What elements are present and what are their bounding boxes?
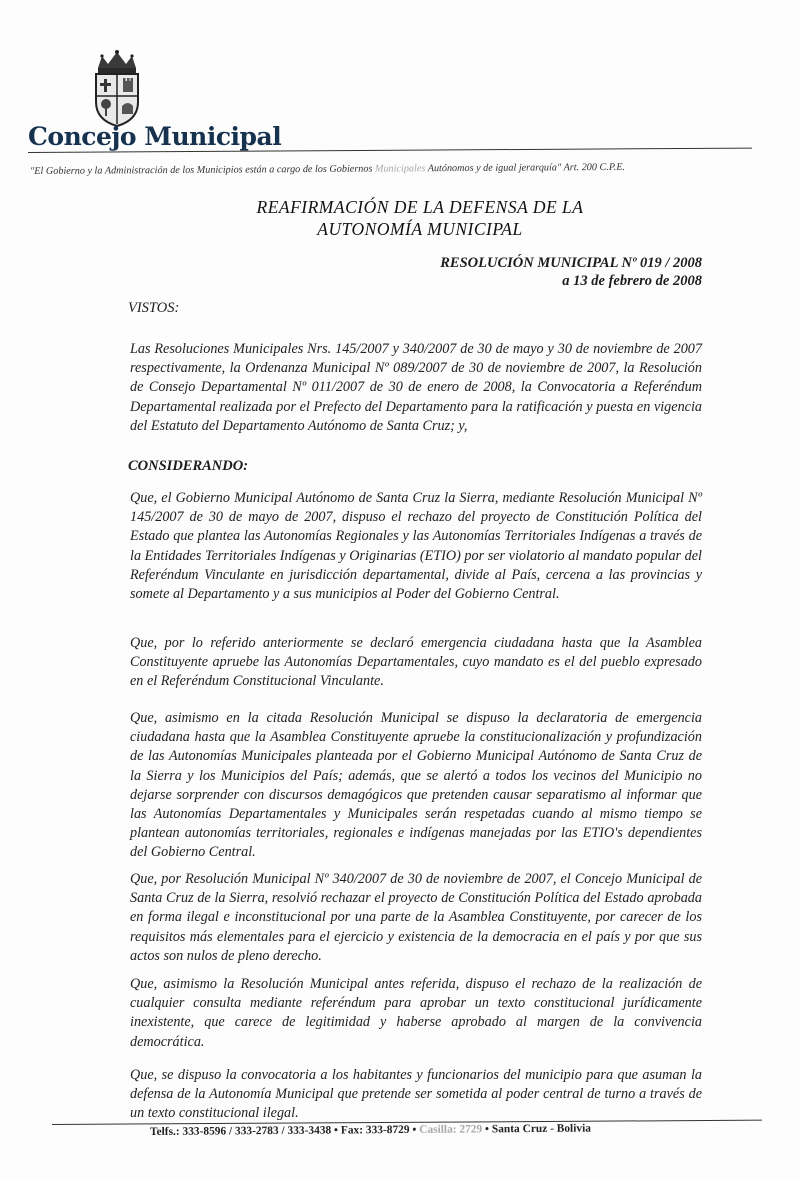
- council-name: Concejo Municipal: [28, 122, 282, 151]
- motto-main: "El Gobierno y la Administración de los Municipios están a cargo de los Gobiernos: [29, 163, 373, 177]
- vistos-heading: VISTOS:: [128, 300, 180, 316]
- considerando-paragraph-5: Que, asimismo la Resolución Municipal antes referida, dispuso el rechazo de la realización de cualquier consulta mediante referéndum para aprobar un texto constitucional jurídicamente inexistente, que carece de legitimidad y haberse aprobado al margen de la convivencia democrática.: [130, 976, 702, 1050]
- footer-contact: [150, 1123, 591, 1138]
- header-motto: [30, 161, 770, 177]
- footer-contact-main: Telfs.: 333-8596 / 333-2783 / 333-3438 • Fax: 333-8729 •: [149, 1123, 417, 1138]
- footer-contact-tail: • Santa Cruz - Bolivia: [484, 1122, 591, 1136]
- document-title-line-1: REAFIRMACIÓN DE LA DEFENSA DE LA: [256, 197, 584, 217]
- motto-tail: Autónomos y de igual jerarquía" Art. 200 C.P.E.: [427, 161, 626, 175]
- resolution-number: RESOLUCIÓN MUNICIPAL Nº 019 / 2008: [440, 255, 702, 271]
- considerando-heading: CONSIDERANDO:: [128, 458, 249, 474]
- coat-of-arms-icon: [86, 48, 148, 128]
- resolution-date: a 13 de febrero de 2008: [562, 273, 702, 289]
- considerando-paragraph-4: Que, por Resolución Municipal Nº 340/2007 de 30 de noviembre de 2007, el Concejo Municipal de Santa Cruz de la Sierra, resolvió rechazar el proyecto de Constitución Política del Estado aprobada en forma ilegal e inconstitucional por una parte de la Asamblea Constituyente, por carecer de los requisitos más elementales para el ejercicio y existencia de la democracia en el país y por que sus actos son nulos de pleno derecho.: [130, 871, 702, 964]
- motto-faint: Municipales: [374, 163, 426, 175]
- considerando-paragraph-1: Que, el Gobierno Municipal Autónomo de Santa Cruz la Sierra, mediante Resolución Municipal Nº 145/2007 de 30 de mayo de 2007, dispuso el rechazo del proyecto de Constitución Política del Estado que plantea las Autonomías Regionales y las Autonomías Territoriales Indígenas a través de la Entidades Territoriales Indígenas y Originarias (ETIO) por ser violatorio al mandato popular del Referéndum Vinculante en jurisdicción departamental, divide al País, cercena a las provincias y somete al Departamento y a sus municipios al Poder del Gobierno Central.: [130, 490, 702, 603]
- footer-contact-faint: Casilla: 2729: [419, 1123, 483, 1136]
- considerando-paragraph-3: Que, asimismo en la citada Resolución Municipal se dispuso la declaratoria de emergencia ciudadana hasta que la Asamblea Constituyente apruebe la constitucionalización y profundización de las Autonomías Municipales planteada por el Gobierno Municipal Autónomo de Santa Cruz de la Sierra y los Municipios del País; además, que se alertó a todos los vecinos del Municipio no dejarse sorprender con discursos demagógicos que pretenden causar separatismo al informar que las Autonomías Departamentales y Municipales serán respetadas cuando al mismo tiempo se plantean autonomías territoriales, regionales e indígenas manejadas por las ETIO's dependientes del Gobierno Central.: [130, 710, 702, 861]
- considerando-paragraph-6: Que, se dispuso la convocatoria a los habitantes y funcionarios del municipio para que asuman la defensa de la Autonomía Municipal que pretende ser sometida al poder central de turno a través de un texto constitucional ilegal.: [130, 1067, 702, 1122]
- considerando-paragraph-2: Que, por lo referido anteriormente se declaró emergencia ciudadana hasta que la Asamblea Constituyente apruebe las Autonomías Departamentales, cuyo mandato es el del pueblo expresado en el Referéndum Constitucional Vinculante.: [130, 635, 702, 690]
- vistos-paragraph: Las Resoluciones Municipales Nrs. 145/2007 y 340/2007 de 30 de mayo y 30 de noviembre de 2007 respectivamente, la Ordenanza Municipal Nº 089/2007 de 30 de noviembre de 2007, la Resolución de Consejo Departamental Nº 011/2007 de 30 de enero de 2008, la Convocatoria a Referéndum Departamental realizada por el Prefecto del Departamento para la ratificación y puesta en vigencia del Estatuto del Departamento Autónomo de Santa Cruz; y,: [130, 341, 702, 434]
- document-title-line-2: AUTONOMÍA MUNICIPAL: [317, 219, 523, 239]
